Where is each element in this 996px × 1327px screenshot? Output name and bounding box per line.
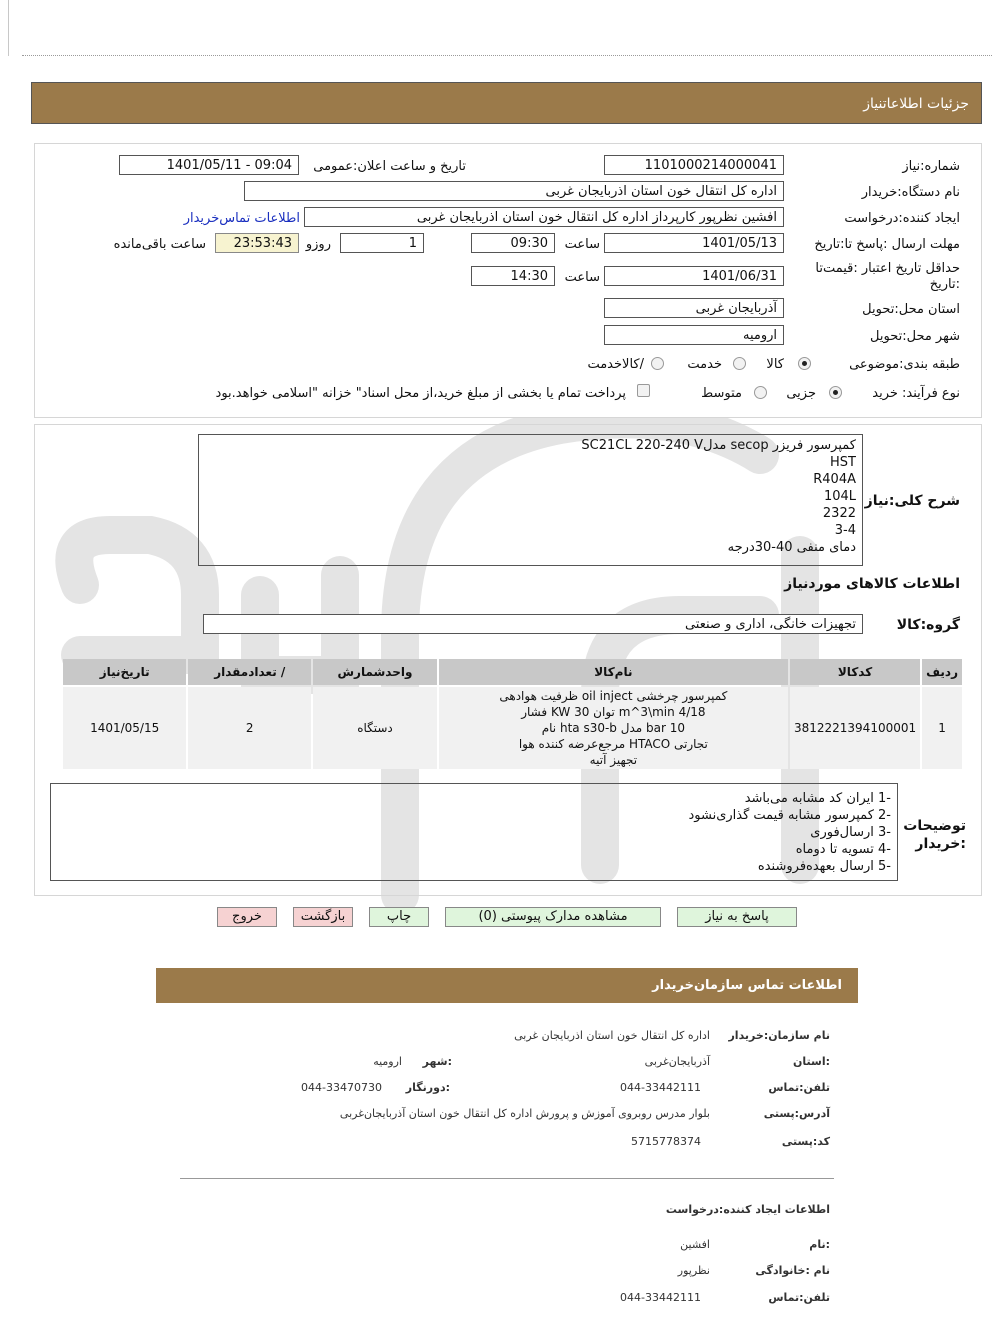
cell-unit: دستگاه [313,687,437,769]
category-radio-goods-service[interactable] [651,357,664,370]
deadline-time-field: 09:30 [471,233,555,253]
province-label: استان محل:تحویل [862,302,960,317]
contact-province-value: آذربایجان‌غربی [644,1055,710,1068]
validity-label-2: :تاریخ [929,277,960,292]
cell-date: 1401/05/15 [63,687,186,769]
org-value: اداره کل انتقال خون استان اذربایجان غربی [514,1029,710,1042]
contact-title: اطلاعات تماس سازمان‌خریدار [652,978,842,993]
notes-label-1: توضیحات [903,818,966,834]
creator-label: ایجاد کننده:درخواست [844,211,960,226]
day-label: روزو [305,237,331,252]
creator-name-label: :نام [809,1238,830,1251]
creator-family-label: نام :خانوادگی [755,1264,830,1277]
note-line: -5 ارسال بعهده‌فروشنده [757,859,891,874]
col-row: ردیف [922,659,962,685]
contact-header-bar [156,968,858,1003]
col-date: تاریخ‌نیاز [63,659,186,685]
contact-divider [180,1178,834,1179]
category-radio-goods[interactable] [798,357,811,370]
buyer-notes-box [50,783,898,881]
category-option-goods-service: /کالاخدمت [587,357,644,372]
attachments-button[interactable]: مشاهده مدارک پیوستی (0) [445,907,661,927]
top-divider [22,55,992,56]
cell-qty: 2 [188,687,311,769]
description-line: R404A [813,472,856,487]
exit-button[interactable]: خروج [217,907,277,927]
contact-city-label: :شهر [422,1055,452,1068]
goods-group-label: گروه:کالا [896,617,960,633]
buyer-contact-link[interactable]: اطلاعات تماس‌خریدار [183,211,300,226]
buyer-label: نام دستگاه:خریدار [861,185,960,200]
process-radio-medium[interactable] [754,386,767,399]
contact-fax-label: :دورنگار [405,1081,450,1094]
deadline-hour-label: ساعت [564,237,600,252]
goods-table-header [63,659,962,685]
table-row[interactable] [63,687,962,769]
description-box [198,434,863,566]
goods-table [61,657,964,771]
print-button[interactable]: چاپ [369,907,429,927]
note-line: -4 تسویه تا دوماه [795,842,891,857]
creator-phone-value: 044-33442111 [620,1291,701,1304]
note-line: -2 کمپرسور مشابه قیمت گذاری‌نشود [688,808,891,823]
description-line: دمای منفی 40-30درجه [727,540,856,555]
process-radio-minor[interactable] [829,386,842,399]
details-header-bar [31,82,982,124]
treasury-payment-checkbox[interactable] [637,384,650,397]
process-option-minor: جزیی [786,386,816,401]
creator-info-title: اطلاعات ایجاد کننده:درخواست [665,1203,830,1216]
creator-name-value: افشین [680,1238,710,1251]
cell-name-line: کمپرسور چرخشی oil inject ظرفیت هوادهی [499,689,728,703]
description-line: کمپرسور فریزر secop مدلSC21CL 220-240 V [581,438,856,453]
description-line: 3-4 [834,523,856,538]
breadcrumb[interactable]: جزئیات اطلاعاتنیاز [863,96,969,112]
creator-phone-label: تلفن:تماس [768,1291,830,1304]
announce-datetime-field: 1401/05/11 - 09:04 [119,155,299,175]
description-line: 104L [823,489,856,504]
description-label: شرح کلی:نیاز [864,493,960,509]
contact-phone-label: تلفن:تماس [768,1081,830,1094]
remaining-label: ساعت باقی‌مانده [113,237,206,252]
city-label: شهر محل:تحویل [870,329,960,344]
description-line: 2322 [822,506,856,521]
creator-family-value: نظرپور [677,1264,710,1277]
contact-phone-value: 044-33442111 [620,1081,701,1094]
postal-value: 5715778374 [631,1135,701,1148]
cell-name-line: 10 bar مدل hta s30-b نام [541,721,686,735]
col-unit: واحدشمارش [313,659,437,685]
reply-button[interactable]: پاسخ به نیاز [677,907,797,927]
deadline-label: مهلت ارسال :پاسخ تا:تاریخ [814,237,960,252]
cell-name-line: تجارتی HTACO مرجع‌عرضه کننده هوا [518,737,708,751]
col-code: کدکالا [790,659,920,685]
postal-label: کد:پستی [781,1135,830,1148]
address-label: آدرس:پستی [763,1107,830,1120]
org-label: نام سازمان:خریدار [728,1029,830,1042]
contact-province-label: :استان [793,1055,830,1068]
creator-field: افشین نظرپور کارپرداز اداره کل انتقال خون استان اذربایجان غربی [304,207,784,227]
cell-name-line: تجهیز آتیه [589,753,638,767]
validity-time-field: 14:30 [471,266,555,286]
note-line: -3 ارسال‌فوری [810,825,891,840]
address-value: بلوار مدرس روبروی آموزش و پرورش اداره کل انتقال خون استان آذربایجان‌غربی [339,1107,710,1120]
notes-label-2: :خریدار [915,836,966,852]
note-line: -1 ایران کد مشابه می‌باشد [744,791,891,806]
category-option-goods: کالا [766,357,784,372]
goods-section-title: اطلاعات کالاهای موردنیاز [784,576,960,592]
deadline-date-field: 1401/05/13 [604,233,784,253]
province-field: آذربایجان غربی [604,298,784,318]
validity-date-field: 1401/06/31 [604,266,784,286]
category-label: طبقه بندی:موضوعی [849,357,960,372]
need-number-field: 1101000214000041 [604,155,784,175]
days-field: 1 [340,233,424,253]
cell-name-line: 4/18 m^3\min توان 30 KW فشار [521,705,706,719]
buyer-name-field: اداره کل انتقال خون استان اذربایجان غربی [244,181,784,201]
validity-hour-label: ساعت [564,270,600,285]
process-label: نوع فرآیند: خرید [872,386,960,401]
remaining-time-field: 23:53:43 [215,233,299,253]
treasury-payment-note: پرداخت تمام یا بخشی از مبلغ خرید،از محل اسناد" خزانه "اسلامی خواهد.بود [215,386,626,401]
back-button[interactable]: بازگشت [293,907,353,927]
cell-row: 1 [922,687,962,769]
col-qty: / تعدادمقدار [188,659,311,685]
left-edge-line [8,0,9,56]
col-name: نام‌کالا [439,659,788,685]
category-option-service: خدمت [687,357,722,372]
validity-label-1: حداقل تاریخ اعتبار :قیمت‌تا [815,261,960,276]
cell-name [439,687,788,769]
goods-group-field: تجهیزات خانگی، اداری و صنعتی [203,614,863,634]
process-option-medium: متوسط [701,386,742,401]
need-number-label: شماره:نیاز [902,159,960,174]
contact-city-value: ارومیه [373,1055,402,1068]
cell-code: 3812221394100001 [790,687,920,769]
announce-label: تاریخ و ساعت اعلان:عمومی [313,159,466,174]
description-line: HST [830,455,856,470]
contact-fax-value: 044-33470730 [301,1081,382,1094]
city-field: ارومیه [604,325,784,345]
category-radio-service[interactable] [733,357,746,370]
